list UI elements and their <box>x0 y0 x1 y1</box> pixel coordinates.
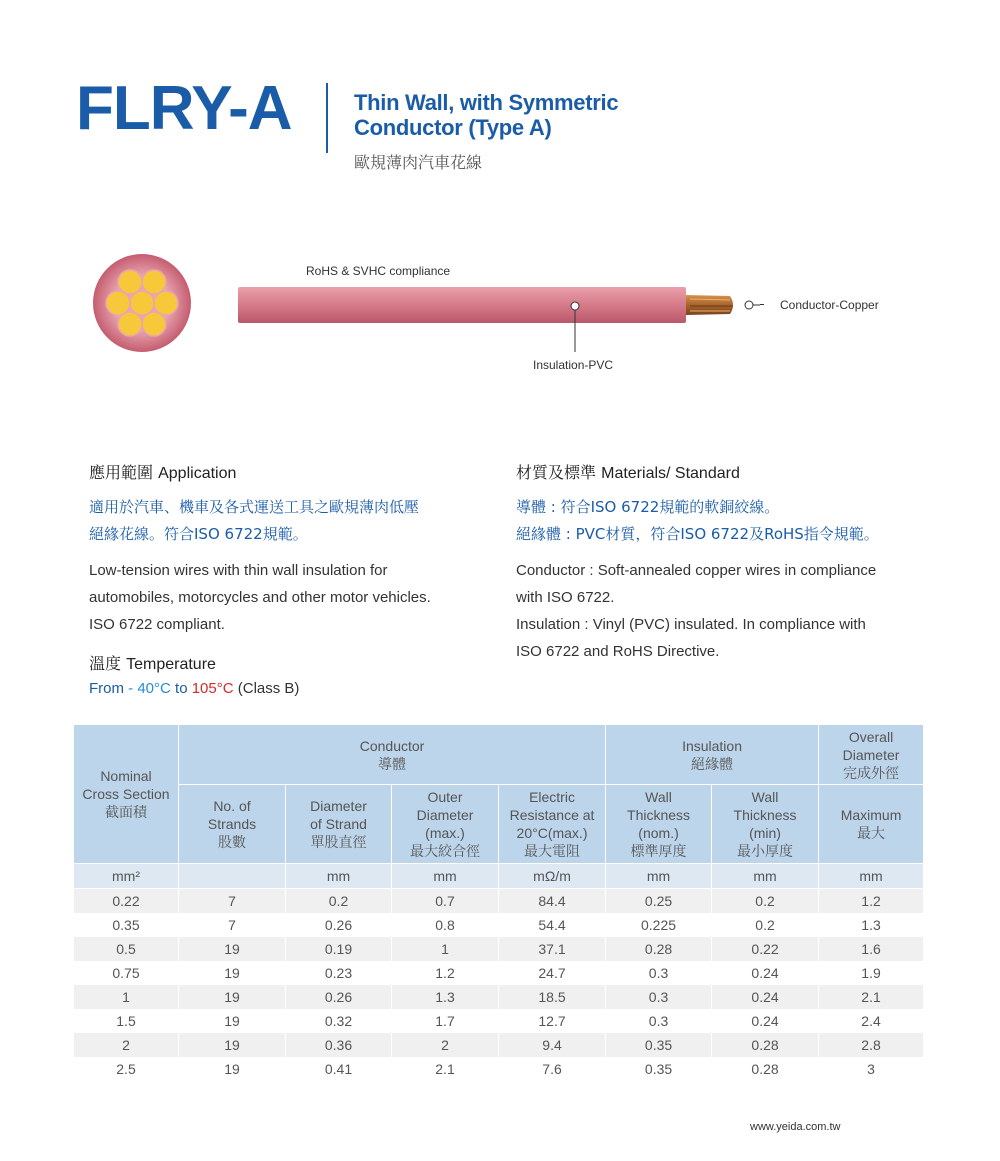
table-cell: 2.1 <box>819 985 924 1009</box>
table-cell: 19 <box>179 961 286 985</box>
table-cell: 1.3 <box>392 985 499 1009</box>
table-cell: 0.2 <box>286 889 392 914</box>
table-cell: 0.26 <box>286 985 392 1009</box>
table-cell: 19 <box>179 985 286 1009</box>
unit-row <box>74 864 924 889</box>
table-cell: 0.7 <box>392 889 499 914</box>
table-cell: 18.5 <box>499 985 606 1009</box>
wire-copper-core <box>686 295 733 315</box>
insulation-label: Insulation-PVC <box>533 358 614 372</box>
table-cell: 9.4 <box>499 1033 606 1057</box>
materials-zh: 導體 : 符合ISO 6722規範的軟銅絞線。 絕緣體 : PVC材質，符合ISO 6722及RoHS指令規範。 <box>516 498 879 543</box>
table-cell: 2 <box>392 1033 499 1057</box>
table-cell: 0.5 <box>74 937 179 961</box>
table-cell: 0.41 <box>286 1057 392 1081</box>
table-cell: 0.8 <box>392 913 499 937</box>
table-cell: 1 <box>74 985 179 1009</box>
strand <box>118 312 142 336</box>
header-strand-diameter: Diameter of Strand 單股直徑 <box>286 785 392 864</box>
title-en-line2: Conductor (Type A) <box>354 115 552 140</box>
header-conductor: Conductor 導體 <box>179 725 606 785</box>
table-cell: 7 <box>179 889 286 914</box>
strand <box>130 291 154 315</box>
table-row <box>74 961 924 985</box>
table-cell: 19 <box>179 1057 286 1081</box>
materials-heading: 材質及標準 Materials/ Standard <box>516 463 740 482</box>
unit-cell: mm² <box>74 864 179 889</box>
unit-cell <box>179 864 286 889</box>
header-nominal-cross-section: Nominal Cross Section 截面積 <box>74 725 179 864</box>
strand <box>154 291 178 315</box>
table-cell: 0.28 <box>712 1057 819 1081</box>
table-cell: 0.225 <box>606 913 712 937</box>
table-cell: 0.24 <box>712 985 819 1009</box>
table-cell: 1.6 <box>819 937 924 961</box>
table-cell: 0.23 <box>286 961 392 985</box>
table-cell: 0.3 <box>606 961 712 985</box>
table-cell: 2.8 <box>819 1033 924 1057</box>
application-heading: 應用範圍 Application <box>89 463 237 482</box>
table-cell: 7.6 <box>499 1057 606 1081</box>
table-cell: 19 <box>179 937 286 961</box>
table-cell: 0.2 <box>712 889 819 914</box>
table-cell: 1.9 <box>819 961 924 985</box>
application-en: Low-tension wires with thin wall insulation for automobiles, motorcycles and other motor vehicles. ISO 6722 compliant. <box>89 562 431 633</box>
table-cell: 0.75 <box>74 961 179 985</box>
conductor-label: Conductor-Copper <box>780 298 879 312</box>
table-cell: 2 <box>74 1033 179 1057</box>
table-cell: 1.5 <box>74 1009 179 1033</box>
table-cell: 19 <box>179 1009 286 1033</box>
product-code: FLRY-A <box>76 74 292 143</box>
table-cell: 0.35 <box>606 1033 712 1057</box>
table-row <box>74 937 924 961</box>
header-overall-maximum: Maximum 最大 <box>819 785 924 864</box>
header-resistance: Electric Resistance at 20°C(max.) 最大電阻 <box>499 785 606 864</box>
table-cell: 0.22 <box>74 889 179 914</box>
title-divider <box>326 83 328 153</box>
wire-illustration <box>230 270 760 360</box>
table-cell: 2.4 <box>819 1009 924 1033</box>
header-overall-diameter: Overall Diameter 完成外徑 <box>819 725 924 785</box>
table-cell: 0.26 <box>286 913 392 937</box>
application-zh: 適用於汽車、機車及各式運送工具之歐規薄肉低壓 絕緣花線。符合ISO 6722規範。 <box>89 498 420 543</box>
title-en-line1: Thin Wall, with Symmetric <box>354 90 619 115</box>
table-cell: 0.24 <box>712 1009 819 1033</box>
table-cell: 0.35 <box>606 1057 712 1081</box>
header-wall-nominal: Wall Thickness (nom.) 標準厚度 <box>606 785 712 864</box>
table-cell: 0.28 <box>606 937 712 961</box>
table-row <box>74 1057 924 1081</box>
unit-cell: mm <box>606 864 712 889</box>
table-cell: 1.2 <box>819 889 924 914</box>
table-cell: 0.19 <box>286 937 392 961</box>
website-url: www.yeida.com.tw <box>750 1121 841 1133</box>
unit-cell: mm <box>819 864 924 889</box>
table-cell: 0.32 <box>286 1009 392 1033</box>
table-cell: 2.5 <box>74 1057 179 1081</box>
strand <box>142 270 166 294</box>
conductor-marker <box>745 301 753 309</box>
table-row <box>74 1033 924 1057</box>
table-cell: 1 <box>392 937 499 961</box>
table-cell: 0.3 <box>606 1009 712 1033</box>
title-zh: 歐規薄肉汽車花線 <box>354 153 483 172</box>
table-cell: 0.3 <box>606 985 712 1009</box>
table-cell: 3 <box>819 1057 924 1081</box>
table-cell: 1.2 <box>392 961 499 985</box>
table-cell: 1.3 <box>819 913 924 937</box>
table-cell: 12.7 <box>499 1009 606 1033</box>
temperature-heading: 溫度 Temperature <box>89 654 216 673</box>
table-cell: 0.24 <box>712 961 819 985</box>
header-strands: No. of Strands 股數 <box>179 785 286 864</box>
table-cell: 0.35 <box>74 913 179 937</box>
header-insulation: Insulation 絕緣體 <box>606 725 819 785</box>
materials-en: Conductor : Soft-annealed copper wires in compliance with ISO 6722. Insulation : Vinyl (PVC) insulated. In compliance with ISO 6722 and RoHS Directive. <box>516 562 877 660</box>
compliance-label: RoHS & SVHC compliance <box>306 264 451 278</box>
spec-table <box>73 724 924 1081</box>
table-row <box>74 1009 924 1033</box>
table-cell: 0.36 <box>286 1033 392 1057</box>
unit-cell: mΩ/m <box>499 864 606 889</box>
table-cell: 0.25 <box>606 889 712 914</box>
table-cell: 84.4 <box>499 889 606 914</box>
table-cell: 1.7 <box>392 1009 499 1033</box>
header-outer-diameter: Outer Diameter (max.) 最大絞合徑 <box>392 785 499 864</box>
header-wall-minimum: Wall Thickness (min) 最小厚度 <box>712 785 819 864</box>
table-row <box>74 985 924 1009</box>
table-row <box>74 889 924 914</box>
table-cell: 24.7 <box>499 961 606 985</box>
unit-cell: mm <box>392 864 499 889</box>
table-cell: 0.28 <box>712 1033 819 1057</box>
wire-insulation <box>238 287 686 323</box>
cross-section-illustration <box>92 253 192 353</box>
table-cell: 54.4 <box>499 913 606 937</box>
table-cell: 0.2 <box>712 913 819 937</box>
table-cell: 37.1 <box>499 937 606 961</box>
strand <box>118 270 142 294</box>
table-cell: 2.1 <box>392 1057 499 1081</box>
unit-cell: mm <box>712 864 819 889</box>
table-cell: 7 <box>179 913 286 937</box>
table-cell: 0.22 <box>712 937 819 961</box>
strand <box>106 291 130 315</box>
table-cell: 19 <box>179 1033 286 1057</box>
unit-cell: mm <box>286 864 392 889</box>
strand <box>142 312 166 336</box>
table-row <box>74 913 924 937</box>
insulation-marker <box>571 302 579 310</box>
temperature-range: From - 40°C to 105°C (Class B) <box>89 680 300 697</box>
